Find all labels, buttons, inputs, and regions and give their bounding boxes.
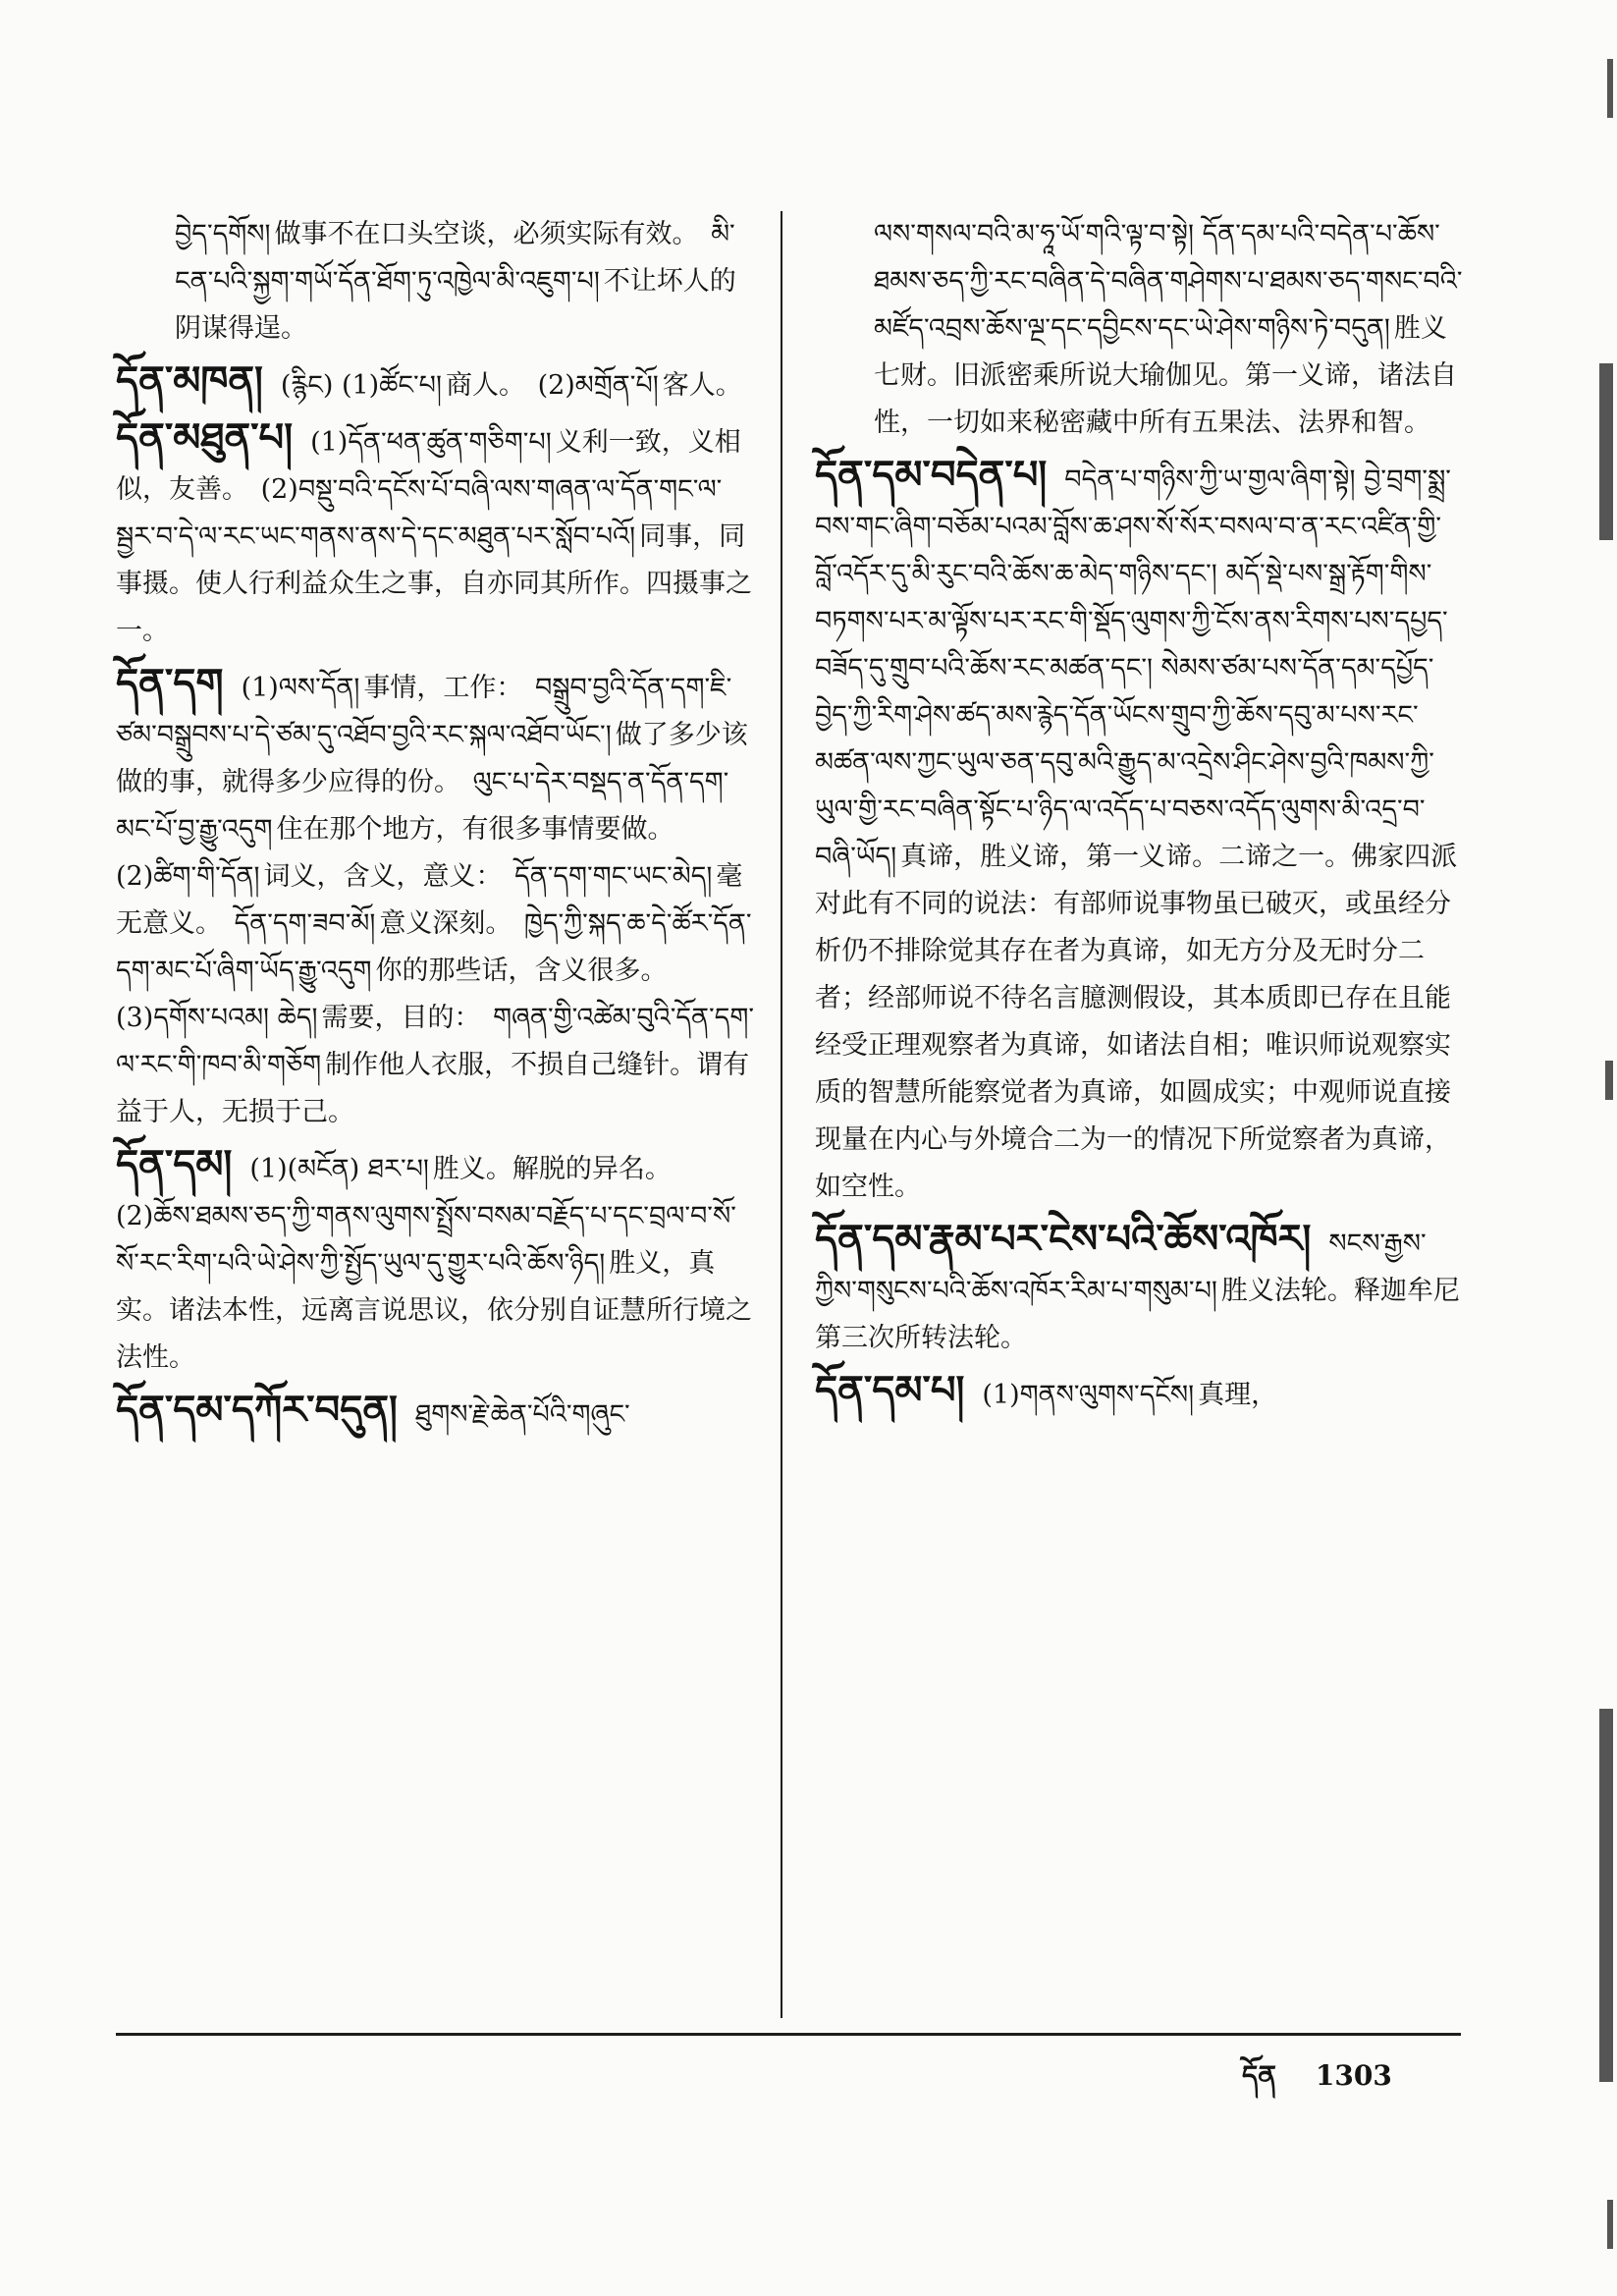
tibetan-text: (3)དགོས་པའམ། ཆེད། xyxy=(116,1003,318,1033)
footer-rule xyxy=(116,2033,1461,2036)
chinese-gloss: 同事，同事摄。使人行利益众生之事，自亦同其所作。四摄事之一。 xyxy=(116,521,752,646)
entry-headword: དོན་དམ་རྣམ་པར་ངེས་པའི་ཆོས་འཁོར། xyxy=(815,1216,1312,1262)
entry-headword: དོན་དག xyxy=(116,660,224,706)
column-divider xyxy=(781,211,782,2018)
tibetan-text: ཐུགས་རྗེ་ཆེན་པོའི་གཞུང་ xyxy=(414,1399,630,1430)
tibetan-text: ལས་གསལ་བའི་མ་ཧཱ་ཡོ་གའི་ལྟ་བ་སྟེ། དོན་དམ་པའི་བདེན་པ་ཆོས་ཐམས་ཅད་ཀྱི་རང་བཞིན་དེ་བཞིན་གཤེགས་པ་ཐམས་ཅད་གསང་བའི་མཛོད་འབྲས་ཆོས་ལྔ་དང་དབྱིངས་དང་ཡེ་ཤེས་གཉིས་ཏེ་བདུན། xyxy=(874,219,1463,344)
scan-edge-marks xyxy=(1588,39,1617,2259)
tibetan-text: (2)ཚིག་གི་དོན། xyxy=(116,861,260,892)
dictionary-entry xyxy=(116,211,754,353)
chinese-gloss: 做事不在口头空谈，必须实际有效。 xyxy=(274,219,699,249)
chinese-gloss: 客人。 xyxy=(662,370,742,401)
dictionary-entry xyxy=(116,413,754,655)
tibetan-text: ལུང་པ་དེར་བསྡད་ན་དོན་དག་མང་པོ་བྱ་རྒྱུ་འདུག xyxy=(116,767,729,845)
chinese-gloss: 胜义，真实。诸法本性，远离言说思议，依分别自证慧所行境之法性。 xyxy=(116,1248,752,1373)
chinese-gloss: 胜义七财。旧派密乘所说大瑜伽见。第一义谛，诸法自性，一切如来秘密藏中所有五果法、法界和智。 xyxy=(874,313,1457,438)
chinese-gloss: 住在那个地方，有很多事情要做。 xyxy=(276,814,674,845)
dictionary-entry xyxy=(815,451,1463,1211)
chinese-gloss: 意义深刻。 xyxy=(379,908,512,939)
entry-headword: དོན་མཐུན་པ། xyxy=(116,414,294,461)
tibetan-text: (1)དོན་ཕན་ཚུན་གཅིག་པ། xyxy=(310,427,552,458)
dictionary-entry xyxy=(116,356,754,410)
chinese-gloss: 胜义法轮。释迦牟尼第三次所转法轮。 xyxy=(815,1276,1460,1353)
chinese-gloss: 义利一致，义相似，友善。 xyxy=(116,427,741,505)
tibetan-text: བྱེད་དགོས། xyxy=(175,219,271,249)
tibetan-text: དོན་དག་གང་ཡང་མེད། xyxy=(514,861,713,892)
dictionary-entry xyxy=(116,1386,754,1439)
tibetan-text: བདེན་པ་གཉིས་ཀྱི་ཡ་གྱལ་ཞིག་སྟེ། བྱེ་བྲག་སྨྲ་བས་གང་ཞིག་བཅོམ་པའམ་བློས་ཆ་ཤས་སོ་སོར་བསལ་བ་ན་རང་འཛིན་གྱི་བློ་འདོར་དུ་མི་རུང་བའི་ཆོས་ཆ་མེད་གཉིས་དང་། མདོ་སྡེ་པས་སྒྲ་རྟོག་གིས་བཏགས་པར་མ་ལྟོས་པར་རང་གི་སྡོད་ལུགས་ཀྱི་ངོས་ནས་རིགས་པས་དཔྱད་བཟོད་དུ་གྲུབ་པའི་ཆོས་རང་མཚན་དང་། སེམས་ཙམ་པས་དོན་དམ་དཔྱོད་བྱེད་ཀྱི་རིག་ཤེས་ཚད་མས་རྙེད་དོན་ཡོངས་གྲུབ་ཀྱི་ཆོས་དབུ་མ་པས་རང་མཚན་ལས་ཀྱང་ཡུལ་ཅན་དབུ་མའི་རྒྱུད་མ་འདྲེས་ཤིང་ཤེས་བྱའི་ཁམས་ཀྱི་ཡུལ་གྱི་རང་བཞིན་སྟོང་པ་ཉིད་ལ་འདོད་པ་བཅས་འདོད་ལུགས་མི་འདྲ་བ་བཞི་ཡོད། xyxy=(815,465,1451,872)
tibetan-text: ཁྱེད་ཀྱི་སྐད་ཆ་དེ་ཚོར་དོན་དག་མང་པོ་ཞིག་ཡོད་རྒྱུ་འདུག xyxy=(116,908,752,986)
page-number: 1303 xyxy=(1315,2059,1392,2092)
chinese-gloss: 真谛，胜义谛，第一义谛。二谛之一。佛家四派对此有不同的说法：有部师说事物虽已破灭，或虽经分析仍不排除觉其存在者为真谛，如无方分及无时分二者；经部师说不待名言臆测假设，其本质即已存在且能经受正理观察者为真谛，如诸法自相；唯识师说观察实质的智慧所能察觉者为真谛，如圆成实；中观师说直接现量在内心与外境合二为一的情况下所觉察者为真谛，如空性。 xyxy=(815,842,1458,1202)
chinese-gloss: 毫无意义。 xyxy=(116,861,743,939)
chinese-gloss: 制作他人衣服，不损自己缝针。谓有益于人，无损于己。 xyxy=(116,1050,750,1127)
entry-headword: དོན་མཁན། xyxy=(116,357,263,404)
chinese-gloss: 商人。 xyxy=(445,370,525,401)
dictionary-entry xyxy=(116,659,754,1136)
chinese-gloss: 做了多少该做的事，就得多少应得的份。 xyxy=(116,720,748,797)
tibetan-text: (1)ལས་དོན། xyxy=(241,673,360,703)
entry-headword: དོན་དམ་དཀོར་བདུན། xyxy=(116,1387,398,1433)
dictionary-entry xyxy=(815,211,1463,447)
chinese-gloss: 你的那些话，含义很多。 xyxy=(375,956,668,986)
entry-headword: དོན་དམ་པ། xyxy=(815,1367,965,1413)
footer-headword: དོན xyxy=(1242,2059,1276,2092)
right-column xyxy=(815,211,1463,1423)
tibetan-text: (2)ཆོས་ཐམས་ཅད་ཀྱི་གནས་ལུགས་སྤྲོས་བསམ་བརྗོད་པ་དང་བྲལ་བ་སོ་སོ་རང་རིག་པའི་ཡེ་ཤེས་ཀྱི་སྤྱོད་ཡུལ་དུ་གྱུར་པའི་ཆོས་ཉིད། xyxy=(116,1201,736,1279)
dictionary-entry xyxy=(815,1215,1463,1362)
chinese-gloss: 不让坏人的阴谋得逞。 xyxy=(175,266,736,344)
tibetan-text: མི་ངན་པའི་སྐྱག་གཡོ་དོན་ཐོག་ཏུ་འཁྱེལ་མི་འཇུག་པ། xyxy=(175,219,735,297)
chinese-gloss: 胜义。解脱的异名。 xyxy=(432,1154,672,1184)
tibetan-text: དོན་དག་ཟབ་མོ། xyxy=(234,908,376,939)
entry-headword: དོན་དམ་བདེན་པ། xyxy=(815,452,1048,498)
left-column xyxy=(116,211,754,1443)
chinese-gloss: 真理， xyxy=(1198,1380,1278,1410)
dictionary-entry xyxy=(116,1140,754,1382)
tibetan-text: (རྙིང) (1)ཚོང་པ། xyxy=(280,370,442,401)
tibetan-text: (1)(མངོན) ཐར་པ། xyxy=(249,1154,429,1184)
dictionary-entry xyxy=(815,1366,1463,1419)
entry-headword: དོན་དམ། xyxy=(116,1141,233,1187)
chinese-gloss: 事情，工作： xyxy=(363,673,523,703)
tibetan-text: (2)བསྡུ་བའི་དངོས་པོ་བཞི་ལས་གཞན་ལ་དོན་གང་ལ་སྦྱར་བ་དེ་ལ་རང་ཡང་གནས་ནས་དེ་དང་མཐུན་པར་སློབ་པའོ། xyxy=(116,474,723,552)
chinese-gloss: 需要，目的： xyxy=(321,1003,481,1033)
tibetan-text: གཞན་གྱི་འཚེམ་བུའི་དོན་དག་ལ་རང་གི་ཁབ་མི་གཅོག xyxy=(116,1003,755,1080)
tibetan-text: (1)གནས་ལུགས་དངོས། xyxy=(982,1380,1195,1410)
tibetan-text: སངས་རྒྱས་ཀྱིས་གསུངས་པའི་ཆོས་འཁོར་རིམ་པ་གསུམ་པ། xyxy=(815,1229,1427,1306)
tibetan-text: (2)མགྲོན་པོ། xyxy=(537,370,659,401)
tibetan-text: བསྒྲུབ་བྱའི་དོན་དག་ཇི་ཙམ་བསྒྲུབས་པ་དེ་ཙམ་དུ་འཐོབ་བྱའི་རང་སྐལ་འཐོབ་ཡོང་། xyxy=(116,673,732,750)
chinese-gloss: 词义，含义，意义： xyxy=(263,861,503,892)
page-footer xyxy=(1242,2045,1431,2122)
